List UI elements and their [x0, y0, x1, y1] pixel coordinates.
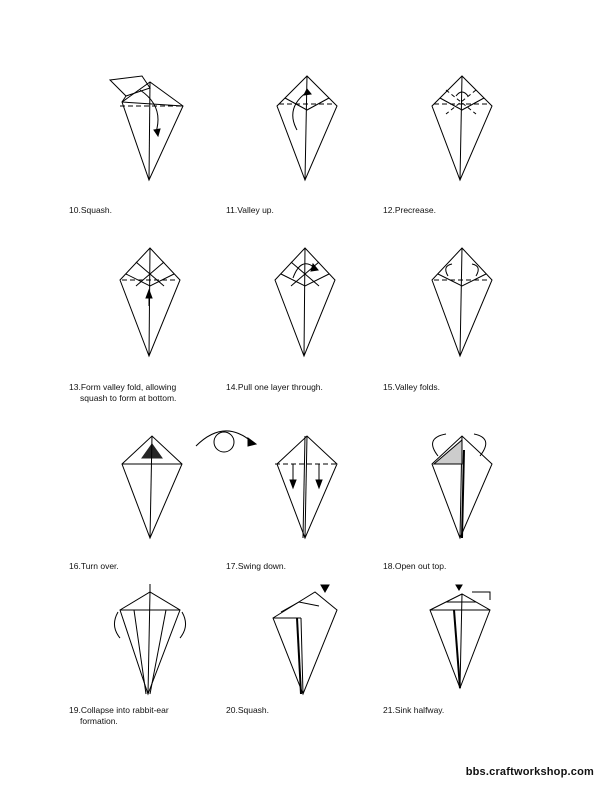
- step-17-diagram: [235, 420, 385, 570]
- caption-step-16: 16.Turn over.: [69, 561, 119, 571]
- step-14-diagram: [235, 242, 385, 392]
- caption-step-14: 14.Pull one layer through.: [226, 382, 323, 392]
- valley-up-arrow: [293, 92, 307, 130]
- step-13-diagram: [80, 242, 230, 392]
- squash-arrow: [140, 90, 158, 132]
- step-18-diagram: [390, 420, 540, 570]
- footer-url[interactable]: bbs.craftworkshop.com: [465, 766, 594, 778]
- step-11-diagram: [235, 70, 385, 220]
- caption-step-12: 12.Precrease.: [383, 205, 436, 215]
- right-collapse-arrow: [180, 612, 186, 638]
- step-10-diagram: [80, 70, 230, 220]
- right-valley-arrow: [472, 264, 478, 276]
- caption-step-11: 11.Valley up.: [226, 205, 274, 215]
- step-12-diagram: [390, 70, 540, 220]
- caption-step-20: 20.Squash.: [226, 705, 270, 715]
- sink-marker: [456, 585, 462, 590]
- left-collapse-arrow: [114, 612, 120, 638]
- caption-step-21: 21.Sink halfway.: [383, 705, 445, 715]
- step-15-diagram: [390, 242, 540, 392]
- caption-step-13: 13.Form valley fold, allowing squash to form at bottom.: [69, 382, 177, 403]
- left-valley-arrow: [446, 264, 452, 276]
- top-flap: [142, 444, 162, 458]
- kite-base: [122, 82, 183, 180]
- caption-step-15: 15.Valley folds.: [383, 382, 441, 392]
- shaded-flap: [434, 440, 462, 464]
- caption-step-17: 17.Swing down.: [226, 561, 287, 571]
- squash-marker: [321, 585, 329, 592]
- caption-step-18: 18.Open out top.: [383, 561, 447, 571]
- caption-step-19: 19.Collapse into rabbit-ear formation.: [69, 705, 169, 726]
- caption-step-10: 10.Squash.: [69, 205, 113, 215]
